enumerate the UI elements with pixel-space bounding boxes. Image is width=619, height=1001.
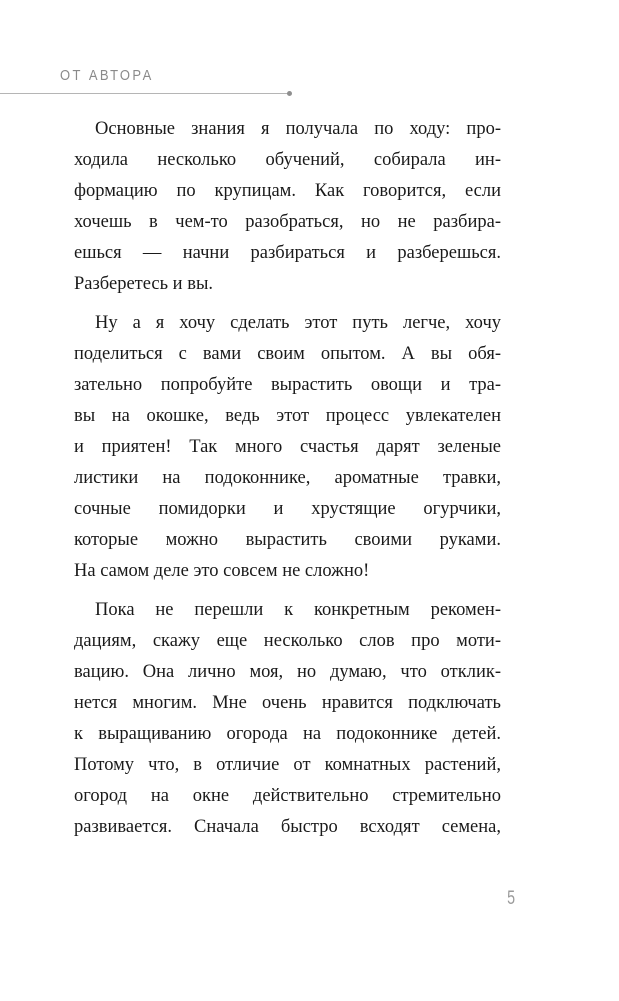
text-line: ходила несколько обучений, собирала ин- bbox=[74, 150, 501, 170]
body-text bbox=[74, 114, 501, 843]
text-line: формацию по крупицам. Как говорится, если bbox=[74, 181, 501, 201]
text-line: огород на окне действительно стремительно bbox=[74, 786, 501, 806]
text-line: дациям, скажу еще несколько слов про моти- bbox=[74, 631, 501, 651]
text-line: Потому что, в отличие от комнатных растений, bbox=[74, 755, 501, 775]
running-header: ОТ АВТОРА bbox=[60, 66, 154, 84]
text-line: нется многим. Мне очень нравится подключать bbox=[74, 693, 501, 713]
text-line: хочешь в чем-то разобраться, но не разбира- bbox=[74, 212, 501, 232]
text-line: ешься — начни разбираться и разберешься. bbox=[74, 243, 501, 263]
text-line: Ну а я хочу сделать этот путь легче, хочу bbox=[95, 313, 501, 333]
text-line: листики на подоконнике, ароматные травки, bbox=[74, 468, 501, 488]
paragraph-3 bbox=[74, 595, 501, 843]
text-line: На самом деле это совсем не сложно! bbox=[74, 561, 370, 581]
text-line: к выращиванию огорода на подоконнике детей. bbox=[74, 724, 501, 744]
text-line: развивается. Сначала быстро всходят семена, bbox=[74, 817, 501, 837]
text-line: Пока не перешли к конкретным рекомен- bbox=[95, 600, 501, 620]
text-line: которые можно вырастить своими руками. bbox=[74, 530, 501, 550]
paragraph-1 bbox=[74, 114, 501, 300]
text-line: поделиться с вами своим опытом. А вы обя- bbox=[74, 344, 501, 364]
text-line: вы на окошке, ведь этот процесс увлекателен bbox=[74, 406, 501, 426]
text-line: сочные помидорки и хрустящие огурчики, bbox=[74, 499, 501, 519]
header-rule-dot bbox=[287, 91, 292, 96]
text-line: Основные знания я получала по ходу: про- bbox=[95, 119, 501, 139]
page-number: 5 bbox=[507, 888, 515, 909]
header-rule bbox=[0, 93, 289, 94]
text-line: вацию. Она лично моя, но думаю, что отклик- bbox=[74, 662, 501, 682]
text-line: зательно попробуйте вырастить овощи и тра- bbox=[74, 375, 501, 395]
paragraph-2 bbox=[74, 308, 501, 587]
text-line: и приятен! Так много счастья дарят зеленые bbox=[74, 437, 501, 457]
text-line: Разберетесь и вы. bbox=[74, 274, 213, 294]
